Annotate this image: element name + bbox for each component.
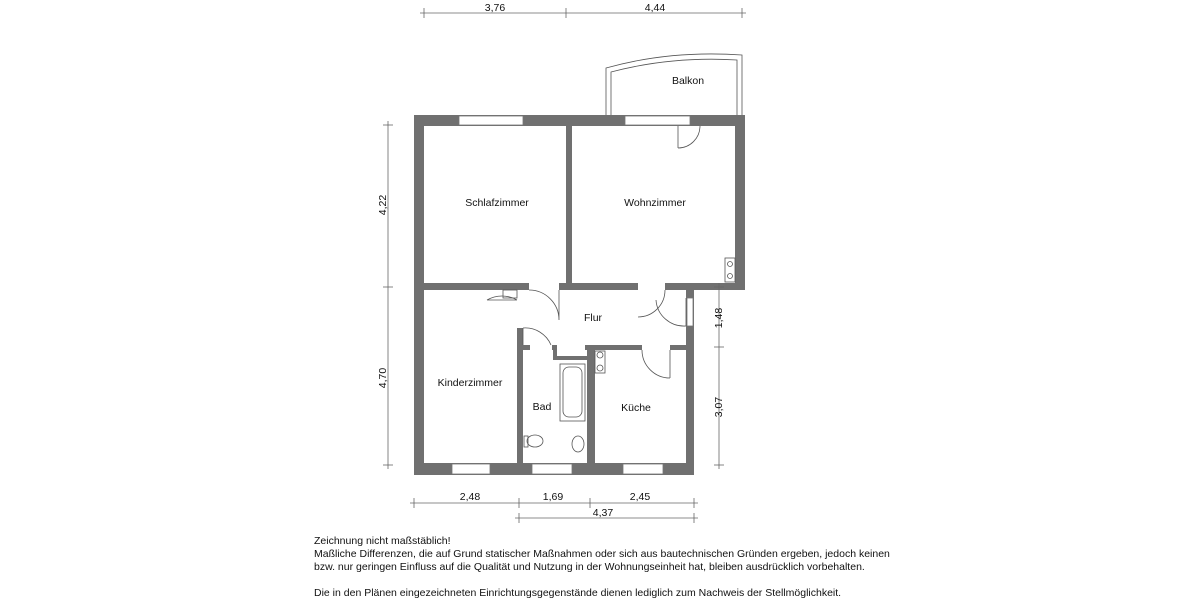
room-label-bad: Bad xyxy=(532,401,552,413)
dim-bottom-3: 2,45 xyxy=(629,491,651,503)
dim-left-2: 4,70 xyxy=(377,367,389,389)
dim-bottom-1: 2,48 xyxy=(459,491,481,503)
dim-left-1: 4,22 xyxy=(377,194,389,216)
room-label-kinderzimmer: Kinderzimmer xyxy=(437,377,503,389)
windows xyxy=(452,116,693,474)
dim-top-1: 3,76 xyxy=(484,2,506,14)
room-label-balkon: Balkon xyxy=(671,75,705,87)
dim-bottom-2: 1,69 xyxy=(542,491,564,503)
dim-bottom-total: 4,37 xyxy=(592,507,614,519)
dim-right-2: 3,07 xyxy=(713,396,725,418)
dim-top-2: 4,44 xyxy=(644,2,666,14)
room-label-wohnzimmer: Wohnzimmer xyxy=(624,197,686,209)
note-line-2: Maßliche Differenzen, die auf Grund statischer Maßnahmen oder sich aus bautechnischen Gründen ergeben, jedoch keinen xyxy=(314,548,890,560)
room-label-flur: Flur xyxy=(583,312,603,324)
room-label-kueche: Küche xyxy=(621,402,651,414)
bathtub-icon xyxy=(560,364,585,421)
room-label-schlafzimmer: Schlafzimmer xyxy=(465,197,529,209)
note-line-4: Die in den Plänen eingezeichneten Einrichtungsgegenstände dienen lediglich zum Nachweis der Stellmöglichkeit. xyxy=(314,587,842,599)
balcony xyxy=(606,54,742,115)
stove-icon xyxy=(595,351,605,373)
note-line-1: Zeichnung nicht maßstäblich! xyxy=(314,535,451,547)
sink-icon xyxy=(572,436,584,452)
toilet-icon xyxy=(527,435,543,447)
note-line-3: bzw. nur geringen Einfluss auf die Qualität und Nutzung in der Wohnungseinheit hat, bleiben ausdrücklich vorbehalten. xyxy=(314,561,865,573)
disclaimer-notes xyxy=(314,535,890,600)
dim-right-1: 1,48 xyxy=(713,307,725,329)
